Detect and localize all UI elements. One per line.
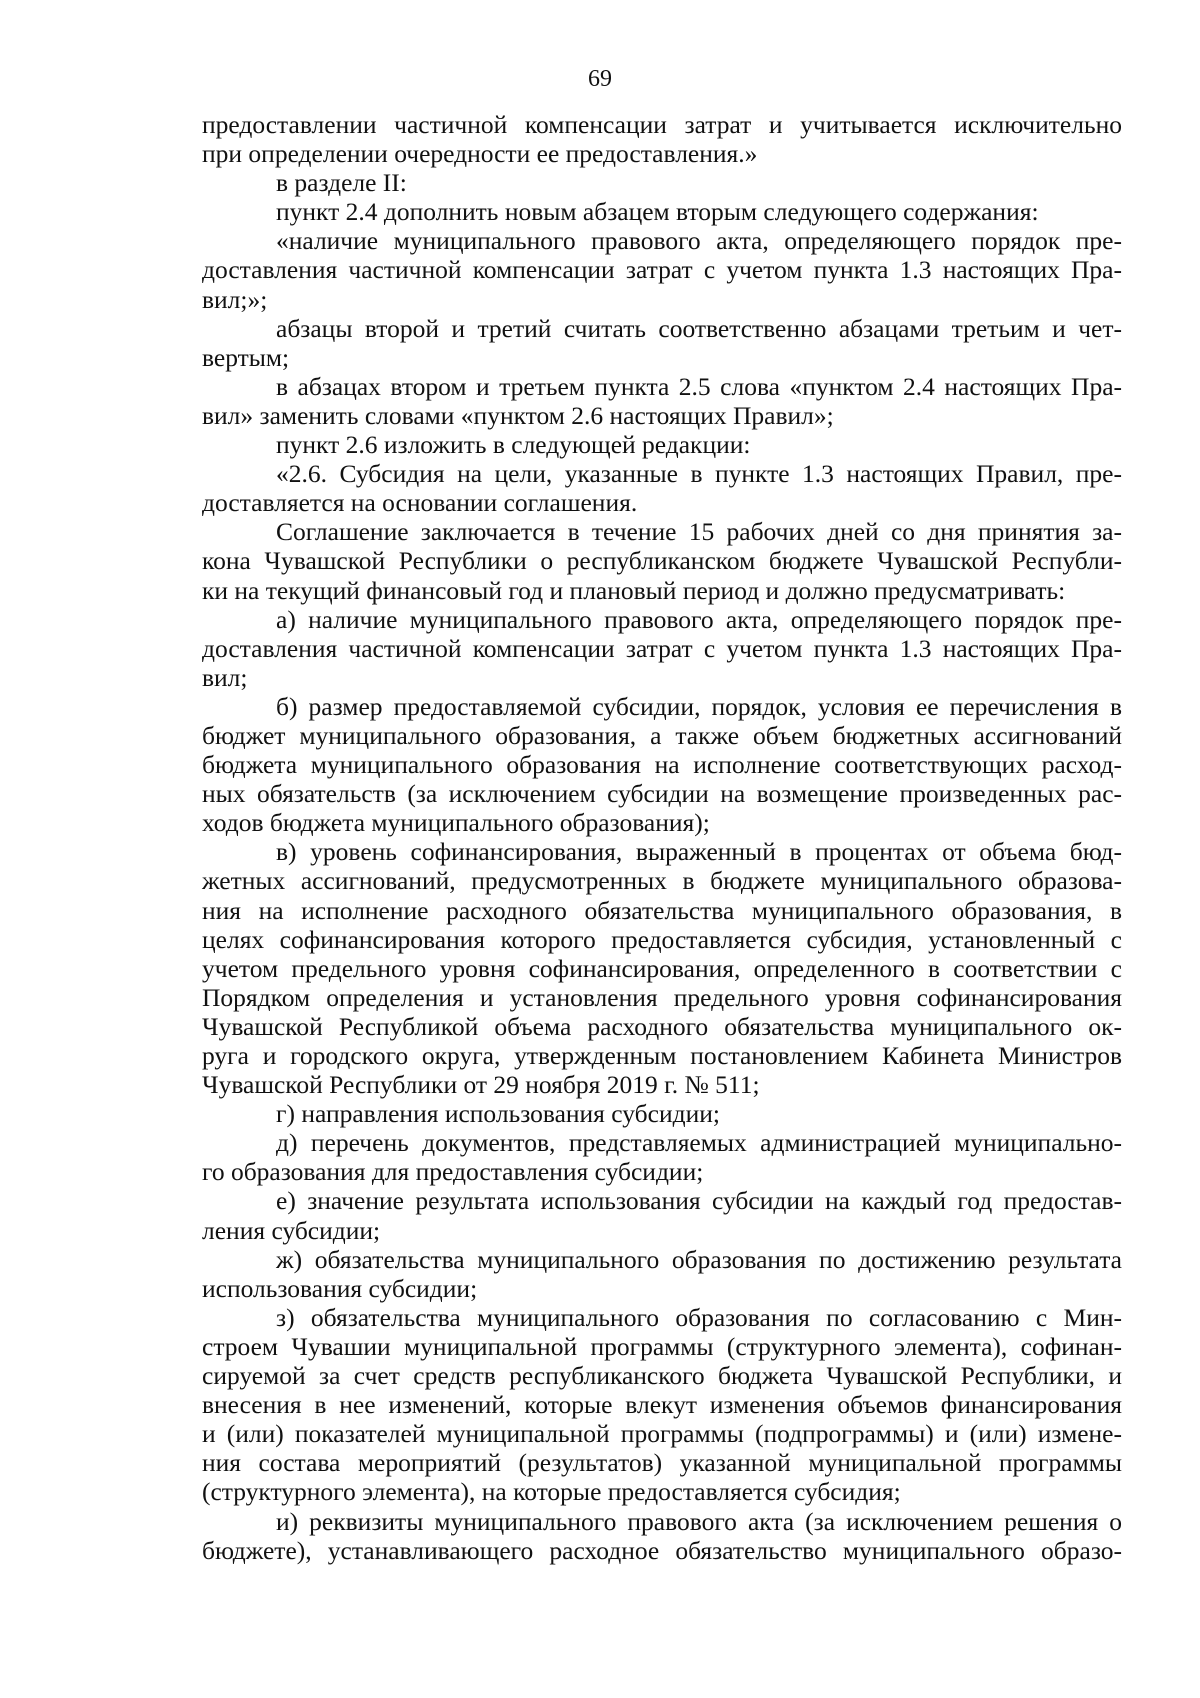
- text-line: (структурного элемента), на которые предоставляется субсидия;: [202, 1477, 901, 1507]
- text-line: сируемой за счет средств республиканского бюджета Чувашской Республики, и: [202, 1361, 1122, 1391]
- text-line: учетом предельного уровня софинансирования, определенного в соответствии с: [202, 953, 1122, 983]
- text-line: Чувашской Республикой объема расходного обязательства муниципального ок-: [202, 1011, 1122, 1041]
- text-line: доставления частичной компенсации затрат с учетом пункта 1.3 настоящих Пра-: [202, 255, 1122, 285]
- text-line: ния на исполнение расходного обязательства муниципального образования, в: [202, 895, 1122, 925]
- text-line: е) значение результата использования субсидии на каждый год предостав-: [276, 1186, 1122, 1216]
- text-line: доставления частичной компенсации затрат с учетом пункта 1.3 настоящих Пра-: [202, 633, 1122, 663]
- text-line: внесения в нее изменений, которые влекут изменения объемов финансирования: [202, 1390, 1122, 1420]
- text-line: абзацы второй и третий считать соответственно абзацами третьим и чет-: [276, 313, 1122, 343]
- page-number: 69: [588, 66, 612, 92]
- text-line: вил;: [202, 662, 248, 692]
- text-line: бюджет муниципального образования, а также объем бюджетных ассигнований: [202, 720, 1122, 750]
- text-line: Чувашской Республики от 29 ноября 2019 г. № 511;: [202, 1070, 760, 1100]
- text-line: д) перечень документов, представляемых администрацией муниципально-: [276, 1128, 1122, 1158]
- text-line: при определении очередности ее предоставления.»: [202, 139, 758, 169]
- text-line: Порядком определения и установления предельного уровня софинансирования: [202, 982, 1122, 1012]
- text-line: жетных ассигнований, предусмотренных в бюджете муниципального образова-: [202, 866, 1122, 896]
- text-line: доставляется на основании соглашения.: [202, 488, 638, 518]
- text-line: ж) обязательства муниципального образования по достижению результата: [276, 1244, 1122, 1274]
- text-line: «наличие муниципального правового акта, определяющего порядок пре-: [276, 226, 1122, 256]
- text-line: пункт 2.4 дополнить новым абзацем вторым следующего содержания:: [276, 197, 1039, 227]
- text-line: Соглашение заключается в течение 15 рабочих дней со дня принятия за-: [276, 517, 1122, 547]
- text-line: вертым;: [202, 342, 290, 372]
- document-body: [202, 110, 1122, 1565]
- text-line: в) уровень софинансирования, выраженный в процентах от объема бюд-: [276, 837, 1122, 867]
- text-line: го образования для предоставления субсидии;: [202, 1157, 704, 1187]
- text-line: пункт 2.6 изложить в следующей редакции:: [276, 430, 751, 460]
- text-line: б) размер предоставляемой субсидии, порядок, условия ее перечисления в: [276, 691, 1122, 721]
- text-line: а) наличие муниципального правового акта, определяющего порядок пре-: [276, 604, 1122, 634]
- text-line: и (или) показателей муниципальной программы (подпрограммы) и (или) измене-: [202, 1419, 1122, 1449]
- text-line: руга и городского округа, утвержденным постановлением Кабинета Министров: [202, 1041, 1122, 1070]
- text-line: строем Чувашии муниципальной программы (структурного элемента), софинан-: [202, 1331, 1122, 1361]
- text-line: ки на текущий финансовый год и плановый период и должно предусматривать:: [202, 575, 1066, 605]
- text-line: вил;»;: [202, 284, 268, 314]
- text-line: кона Чувашской Республики о республиканском бюджете Чувашской Республи-: [202, 546, 1122, 576]
- text-line: г) направления использования субсидии;: [276, 1099, 720, 1129]
- text-line: целях софинансирования которого предоставляется субсидия, установленный с: [202, 924, 1122, 954]
- text-line: предоставлении частичной компенсации затрат и учитывается исключительно: [202, 110, 1122, 139]
- text-line: бюджета муниципального образования на исполнение соответствующих расход-: [202, 750, 1122, 780]
- text-line: бюджете), устанавливающего расходное обязательство муниципального образо-: [202, 1535, 1122, 1565]
- text-line: ных обязательств (за исключением субсидии на возмещение произведенных рас-: [202, 779, 1122, 809]
- text-line: и) реквизиты муниципального правового акта (за исключением решения о: [276, 1506, 1122, 1536]
- text-line: вил» заменить словами «пунктом 2.6 настоящих Правил»;: [202, 400, 834, 430]
- text-line: использования субсидии;: [202, 1273, 478, 1303]
- text-line: ления субсидии;: [202, 1215, 381, 1245]
- text-line: в абзацах втором и третьем пункта 2.5 слова «пунктом 2.4 настоящих Пра-: [276, 371, 1122, 401]
- text-line: ходов бюджета муниципального образования);: [202, 808, 710, 838]
- text-line: в разделе II:: [276, 168, 407, 198]
- text-line: з) обязательства муниципального образования по согласованию с Мин-: [276, 1302, 1122, 1332]
- text-line: «2.6. Субсидия на цели, указанные в пункте 1.3 настоящих Правил, пре-: [276, 459, 1122, 489]
- text-line: ния состава мероприятий (результатов) указанной муниципальной программы: [202, 1448, 1122, 1478]
